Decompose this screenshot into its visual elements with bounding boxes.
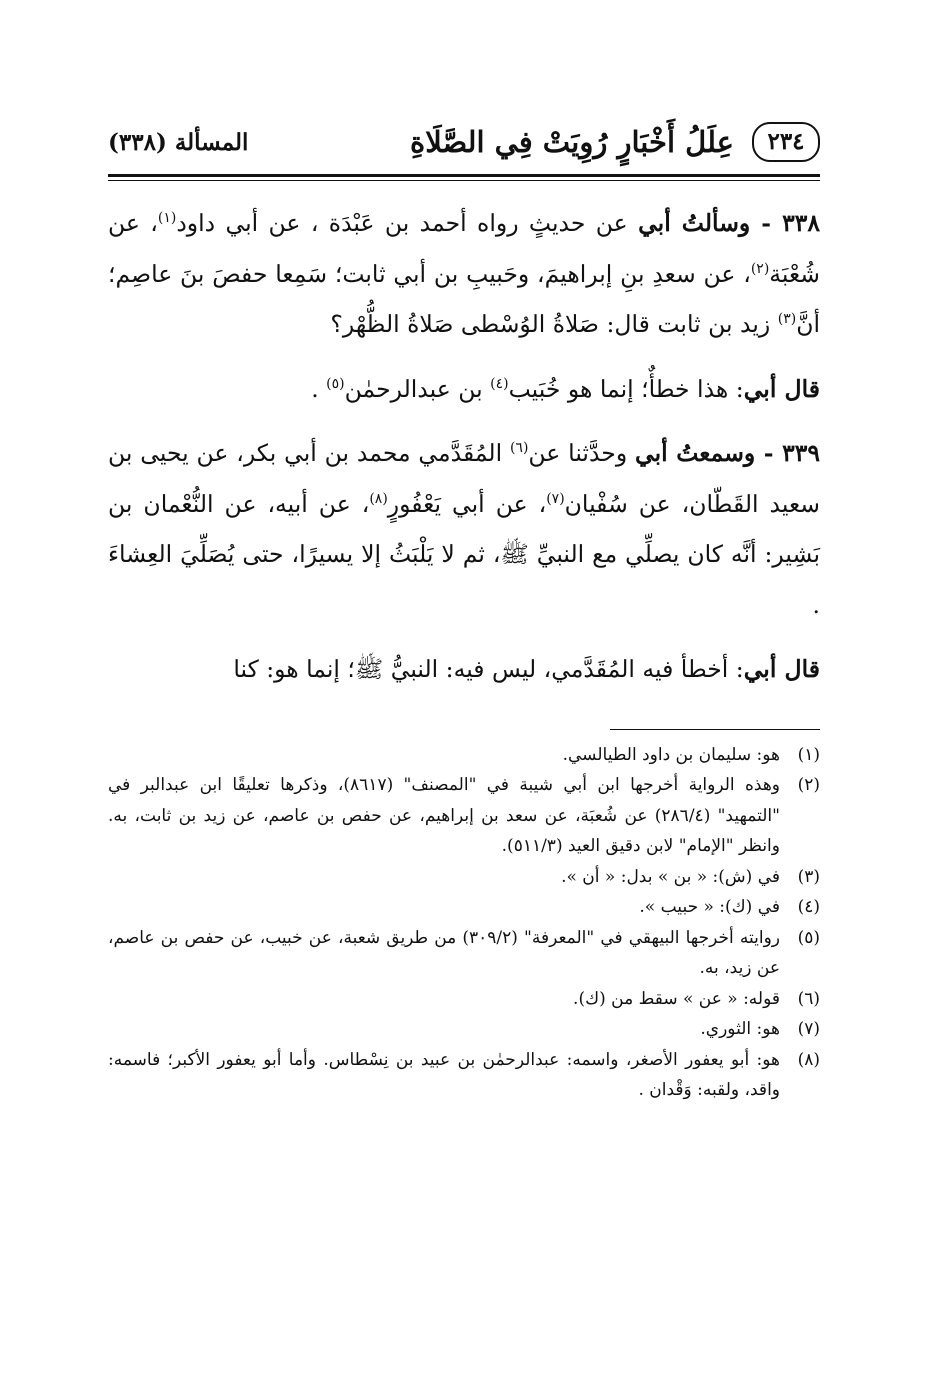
footnote-marker: (٧) [546,490,565,507]
paragraph [108,364,820,415]
footnote [108,1045,820,1106]
footnote-number: (٢) [797,775,820,795]
footnote-marker: (٣) [777,311,797,328]
page-number: ٢٣٤ [752,122,820,162]
footnote [108,1014,820,1045]
footnote-text: هو: الثوري. [700,1019,780,1039]
section-label: المسألة (٣٣٨) [108,129,249,156]
running-header [108,118,820,176]
paragraph-lead: قال أبي [743,374,820,403]
paragraph-text: زيد بن ثابت قال: صَلاةُ الوُسْطى صَلاةُ الظُّهْر؟ [330,310,778,338]
paragraph [108,198,820,350]
footnote-text: هو: سليمان بن داود الطيالسي. [562,744,780,765]
footnote-marker: (٤) [490,375,509,392]
footnote-marker: (٥) [326,375,345,392]
footnote-number: (٥) [797,927,820,948]
paragraph-text: بن عبدالرحمٰن [344,374,491,403]
paragraph-text: عن حديثٍ رواه أحمد بن عَبْدَة ، عن أبي داود [176,209,639,237]
paragraph-text: . [311,374,327,403]
footnote [108,892,820,923]
footnote [108,770,820,862]
footnotes [108,740,820,1106]
paragraph [108,428,820,630]
footnote-text: في (ك): « حبيب ». [639,897,780,917]
paragraph-lead: ٣٣٨ - وسألتُ أبي [638,209,821,237]
footnote-text: قوله: « عن » سقط من (ك). [573,988,780,1009]
paragraph [108,644,820,695]
paragraph-text: ، عن أبيه، عن النُّعْمان بن بَشِير: أنَّه كان يصلِّي مع النبيِّ ﷺ، ثم لا يَلْبَثُ إلا يسيرًا، حتى يُصَلِّيَ العِشاءَ . [108,489,820,619]
paragraph-text: : هذا خطأٌ؛ إنما هو خُبَيب [508,374,744,403]
footnote-marker: (١) [157,210,177,227]
paragraph-text: ، عن سعدِ بنِ إبراهيمَ، وحَبيبِ بن أبي ثابت؛ سَمِعا حفصَ بنَ عاصِم؛ أنَّ [108,259,820,338]
header-rule-thick [108,174,820,177]
footnote-number: (٨) [797,1049,820,1070]
footnote-number: (٣) [797,866,820,887]
header-rule-thin [108,180,820,181]
footnote-text: في (ش): « بن » بدل: « أن ». [561,866,780,887]
page [108,118,820,1106]
footnote-text: هو: أبو يعفور الأصغر، واسمه: عبدالرحمٰن بن عبيد بن نِسْطاس. وأما أبو يعفور الأكبر؛ فاسمه: واقد، ولقبه: وَقْدان . [108,1049,780,1100]
paragraph-lead: ٣٣٩ - وسمعتُ أبي [635,439,820,467]
paragraph-text: ، عن أبي يَعْفُورٍ [387,489,547,518]
footnote [108,740,820,771]
paragraph-text: المُقَدَّمي محمد بن أبي بكر، عن يحيى بن سعيد القَطّان، عن سُفْيان [108,439,820,518]
footnote-text: وهذه الرواية أخرجها ابن أبي شيبة في "المصنف" (٨٦١٧)، وذكرها تعليقًا ابن عبدالبر في "التمهيد" (٢٨٦/٤) عن شُعبَة، عن سعد بن إبراهيم، عن حفص بن عاصم، عن زيد بن ثابت، به. وانظر "الإمام" لابن دقيق العيد (٥١١/٣). [108,775,780,856]
book-title: عِلَلُ أَخْبَارٍ رُوِيَتْ فِي الصَّلَاةِ [410,125,734,159]
footnote-number: (٦) [797,988,820,1009]
footnote [108,862,820,893]
footnote-number: (٧) [797,1019,820,1039]
paragraph-lead: قال أبي [743,655,820,683]
footnote-text: روايته أخرجها البيهقي في "المعرفة" (٣٠٩/٢) من طريق شعبة، عن خبيب، عن حفص بن عاصم، عن زيد، به. [108,927,781,978]
footnote [108,923,820,984]
footnote-marker: (٨) [369,490,388,507]
main-text [108,198,820,695]
paragraph-text: : أخطأ فيه المُقَدَّمي، ليس فيه: النبيُّ ﷺ؛ إنما هو: كنا [233,655,744,683]
footnote-separator [610,729,820,730]
footnote-marker: (٢) [750,260,770,277]
footnote-marker: (٦) [509,440,529,457]
paragraph-text: ، عن شُعْبَة [108,209,820,288]
footnote-number: (٤) [797,897,820,917]
footnote-number: (١) [797,744,820,765]
paragraph-text: وحدَّثنا عن [528,439,636,467]
footnote [108,984,820,1015]
